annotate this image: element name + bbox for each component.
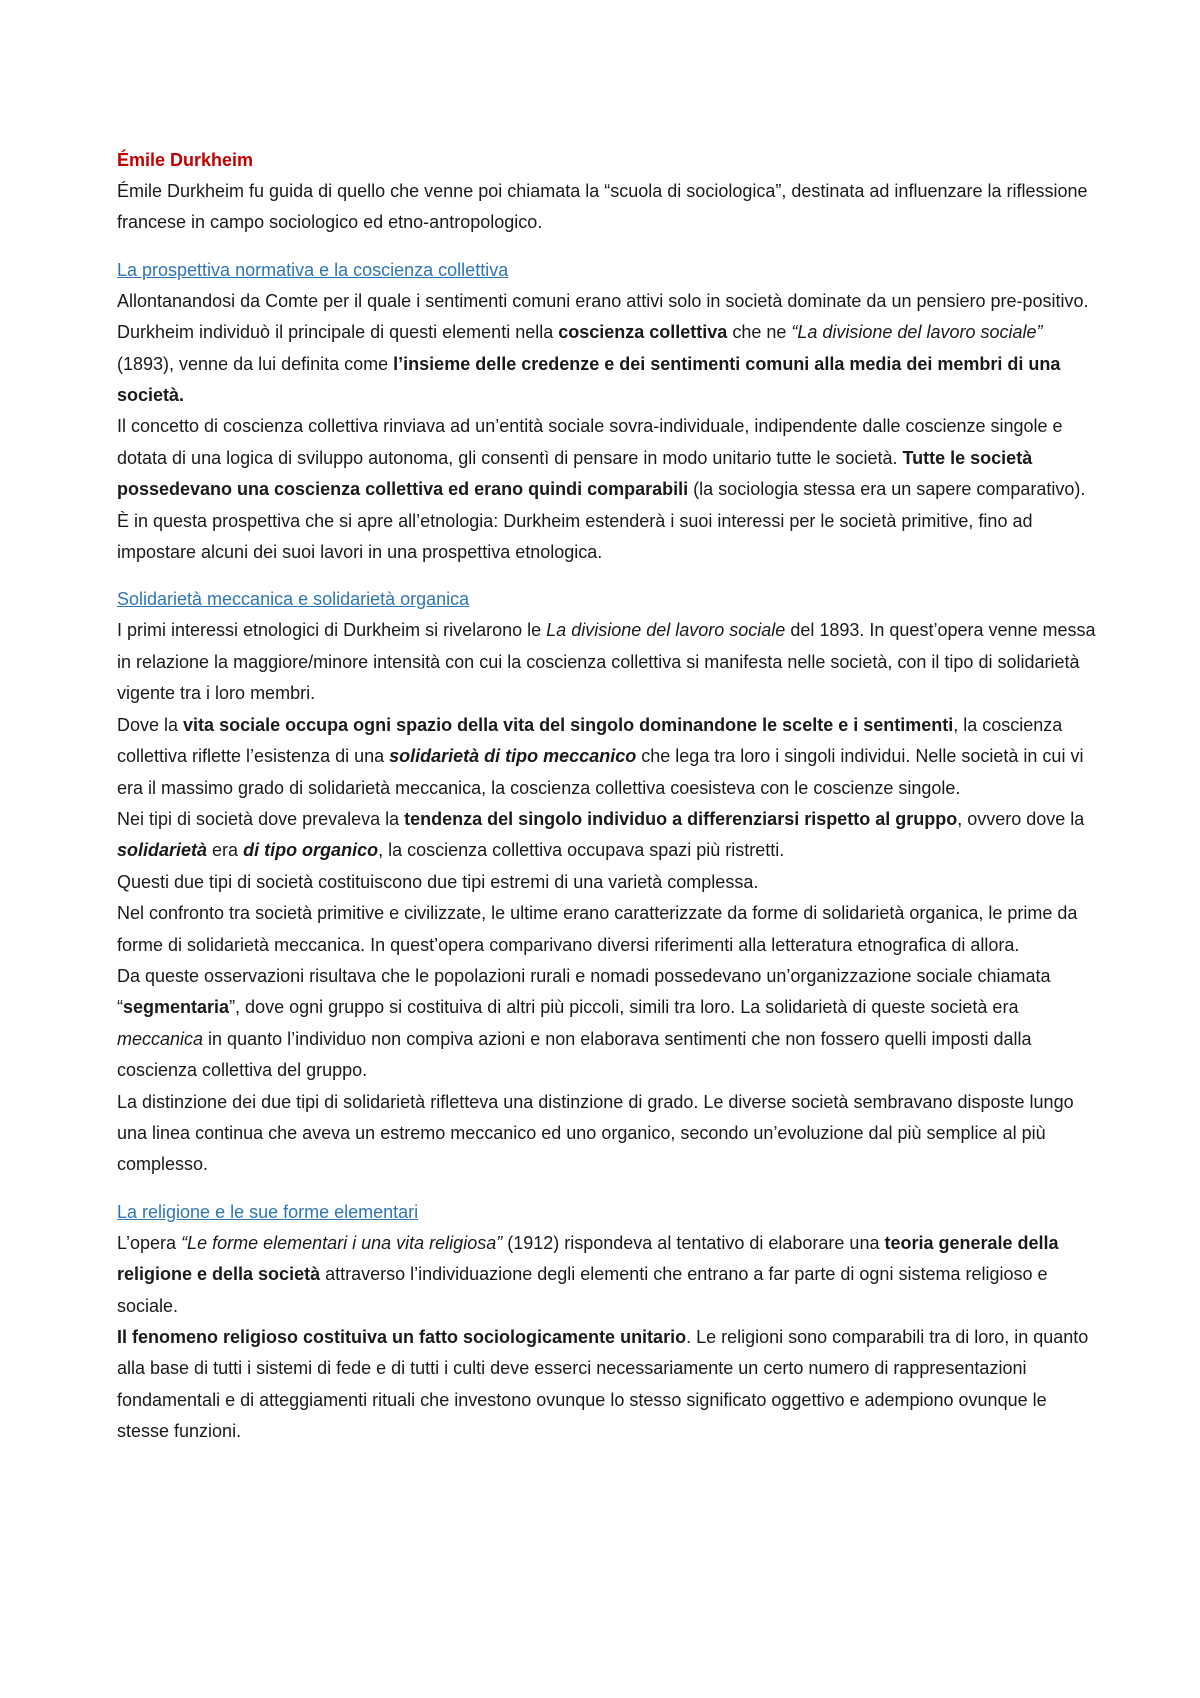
paragraph [117, 961, 1100, 1087]
text-run: attraverso l’individuazione degli elementi che entrano a far parte di ogni sistema religioso e sociale. [117, 1264, 1048, 1316]
paragraph [117, 867, 1100, 898]
bold-run: l’insieme delle credenze e dei sentimenti comuni alla media dei membri di una società. [117, 353, 1061, 406]
text-run: , ovvero dove la [957, 808, 1085, 829]
text-run: che ne [727, 322, 792, 343]
bold-run: coscienza collettiva [558, 322, 728, 343]
text-run: , la coscienza collettiva occupava spazi più ristretti. [378, 840, 785, 861]
bold-italic-run: solidarietà di tipo meccanico [389, 746, 637, 767]
italic-run: meccanica [117, 1028, 204, 1049]
text-run: che lega tra loro i singoli individui. Nelle società in cui vi era il massimo grado di solidarietà meccanica, la coscienza collettiva coesisteva con le coscienze singole. [117, 746, 1084, 798]
bold-run: tendenza del singolo individuo a differenziarsi rispetto al gruppo [404, 808, 958, 829]
text-run: era [207, 840, 244, 861]
text-run: È in questa prospettiva che si apre all’etnologia: Durkheim estenderà i suoi interessi per le società primitive, fino ad impostare alcuni dei suoi lavori in una prospettiva etnologica. [117, 510, 1033, 563]
text-run: Nel confronto tra società primitive e civilizzate, le ultime erano caratterizzate da forme di solidarietà organica, le prime da forme di solidarietà meccanica. In quest’opera comparivano diversi riferimenti alla letteratura etnografica di allora. [117, 903, 1078, 955]
document-title: Émile Durkheim [117, 150, 254, 170]
text-run: (la sociologia stessa era un sapere comparativo). [688, 479, 1086, 500]
bold-italic-run: di tipo organico [243, 840, 379, 861]
text-run: , la coscienza collettiva riflette l’esistenza di una [117, 714, 1063, 767]
section [117, 1197, 1100, 1448]
text-run: I primi interessi etnologici di Durkheim si rivelarono le [117, 620, 547, 641]
text-run: Il concetto di coscienza collettiva rinviava ad un’entità sociale sovra-individuale, indipendente dalle coscienze singole e dotata di una logica di sviluppo autonoma, gli consentì di pensare in modo unitario tutte le società. [117, 416, 1063, 468]
text-run: (1893), venne da lui definita come [117, 353, 394, 374]
paragraph [117, 176, 1100, 239]
section-heading: La prospettiva normativa e la coscienza collettiva [117, 259, 509, 280]
paragraph [117, 1087, 1100, 1181]
bold-run: Il fenomeno religioso costituiva un fatto sociologicamente unitario [117, 1327, 687, 1347]
text-run: L’opera [117, 1232, 182, 1253]
bold-run: segmentaria [123, 997, 230, 1018]
sections-container [117, 255, 1100, 1448]
paragraph [117, 804, 1100, 867]
text-run: Émile Durkheim fu guida di quello che venne poi chiamata la “scuola di sociologica”, destinata ad influenzare la riflessione francese in campo sociologico ed etno-antropologico. [117, 181, 1088, 233]
text-run: Questi due tipi di società costituiscono due tipi estremi di una varietà complessa. [117, 871, 759, 892]
paragraph [117, 615, 1100, 709]
text-run: in quanto l’individuo non compiva azioni e non elaborava sentimenti che non fossero quelli imposti dalla coscienza collettiva del gruppo. [117, 1028, 1032, 1081]
bold-run: Tutte le società possedevano una coscienza collettiva ed erano quindi comparabili [117, 447, 1033, 500]
text-run: . Le religioni sono comparabili tra di loro, in quanto alla base di tutti i sistemi di fede e di tutti i culti deve esserci necessariamente un certo numero di rappresentazioni fondamentali e di atteggiamenti rituali che investono ovunque lo stesso significato oggettivo e adempiono ovunque le stesse funzioni. [117, 1327, 1089, 1442]
paragraph [117, 286, 1100, 412]
text-run: Allontanandosi da Comte per il quale i sentimenti comuni erano attivi solo in società dominate da un pensiero pre-positivo. Durkheim individuò il principale di questi elementi nella [117, 290, 1089, 343]
italic-run: “Le forme elementari i una vita religiosa” [181, 1232, 503, 1253]
text-run: La distinzione dei due tipi di solidarietà rifletteva una distinzione di grado. Le diverse società sembravano disposte lungo una linea continua che aveva un estremo meccanico ed uno organico, secondo un’evoluzione dal più semplice al più complesso. [117, 1091, 1074, 1175]
text-run: Dove la [117, 714, 184, 735]
text-run: del 1893. In quest’opera venne messa in relazione la maggiore/minore intensità con cui la coscienza collettiva si manifesta nelle società, con il tipo di solidarietà vigente tra i loro membri. [117, 620, 1096, 704]
paragraph [117, 1228, 1100, 1322]
paragraph [117, 506, 1100, 569]
section [117, 255, 1100, 569]
bold-run: teoria generale della religione e della società [117, 1232, 1059, 1285]
text-run: Da queste osservazioni risultava che le popolazioni rurali e nomadi possedevano un’organizzazione sociale chiamata “ [117, 965, 1051, 1018]
italic-run: La divisione del lavoro sociale [546, 620, 786, 641]
bold-run [117, 840, 207, 860]
paragraph [117, 1322, 1100, 1448]
text-run: Nei tipi di società dove prevaleva la [117, 808, 405, 829]
bold-run [389, 746, 636, 766]
intro-block [117, 176, 1100, 239]
section-heading: Solidarietà meccanica e solidarietà organica [117, 589, 470, 610]
section-heading: La religione e le sue forme elementari [117, 1201, 419, 1222]
text-run: ”, dove ogni gruppo si costituiva di altri più piccoli, simili tra loro. La solidarietà di queste società era [229, 997, 1019, 1018]
paragraph [117, 898, 1100, 961]
bold-run: vita sociale occupa ogni spazio della vita del singolo dominandone le scelte e i sentimenti [183, 714, 954, 735]
text-run: (1912) rispondeva al tentativo di elaborare una [502, 1232, 885, 1253]
italic-run: “La divisione del lavoro sociale” [791, 322, 1043, 343]
bold-run [243, 840, 378, 860]
section [117, 584, 1100, 1180]
paragraph [117, 710, 1100, 804]
paragraph [117, 411, 1100, 505]
bold-italic-run: solidarietà [117, 840, 208, 861]
